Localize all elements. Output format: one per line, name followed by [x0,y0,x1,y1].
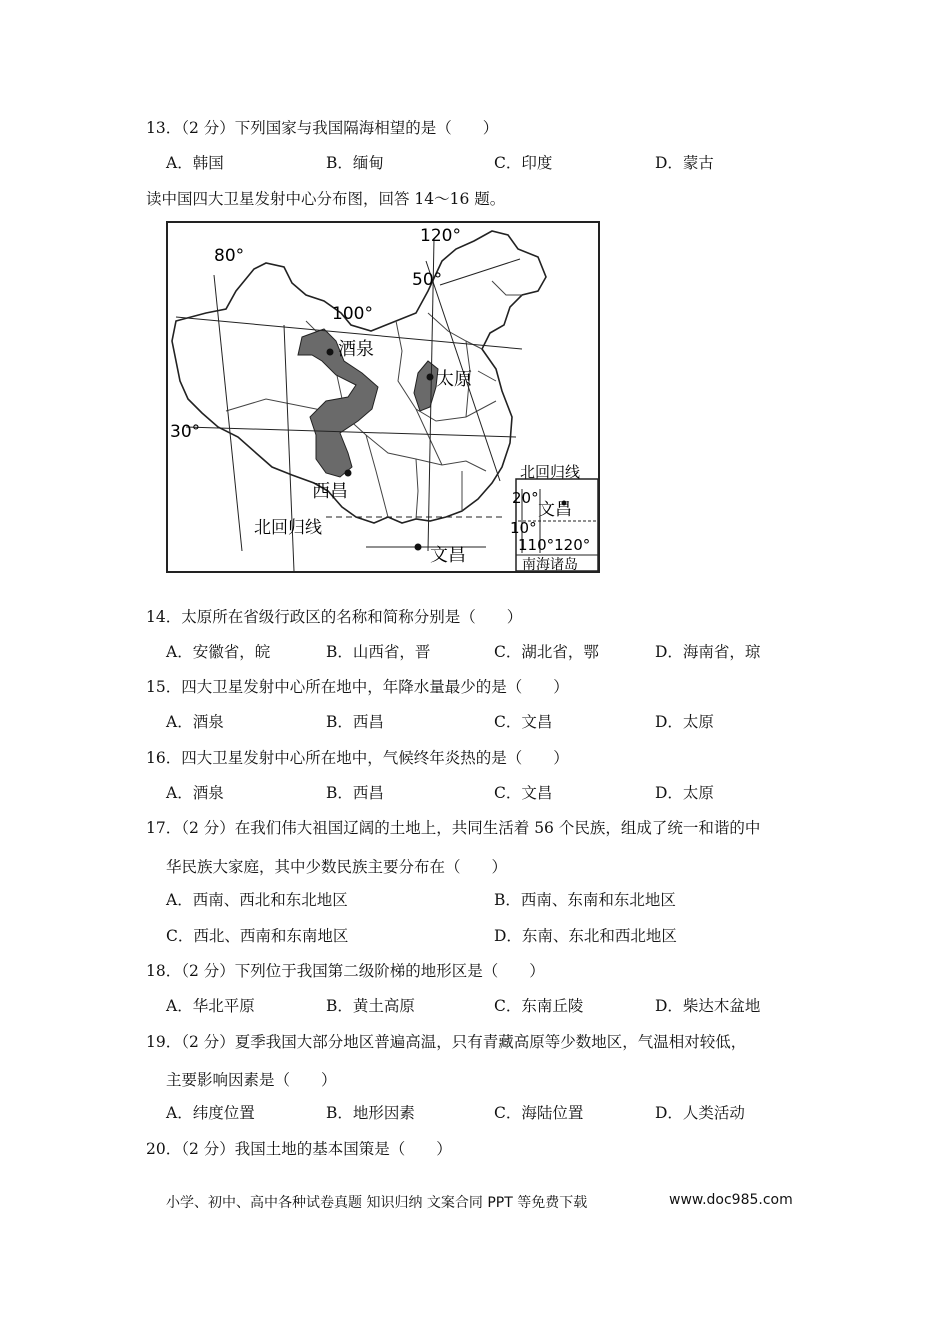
wenchang-inset-label: 文昌 [538,500,572,520]
question-19-option-a: A．纬度位置 [166,1104,255,1122]
question-18-option-c: C．东南丘陵 [494,997,584,1015]
question-13-option-b: B．缅甸 [326,154,384,172]
footer-text: 小学、初中、高中各种试卷真题 知识归纳 文案合同 PPT 等免费下载 [166,1195,588,1211]
lat-20-label: 20° [512,489,539,507]
page-footer [166,1192,793,1212]
lat-10-label: 10° [510,519,537,537]
question-19-stem: 19．（2 分）夏季我国大部分地区普遍高温，只有青藏高原等少数地区，气温相对较低， [146,1033,747,1051]
lon-120-label: 120° [420,226,461,246]
xichang-label: 西昌 [312,481,348,502]
question-16-option-b: B．西昌 [326,784,384,802]
question-15-option-c: C．文昌 [494,713,553,731]
tropic-inset-label: 北回归线 [520,463,581,481]
question-15-option-b: B．西昌 [326,713,384,731]
footer-site-link[interactable]: www.doc985.com [669,1192,793,1208]
question-16-stem: 16．四大卫星发射中心所在地中，气候终年炎热的是（ ） [146,749,569,767]
question-16-option-c: C．文昌 [494,784,553,802]
question-14-stem: 14．太原所在省级行政区的名称和简称分别是（ ） [146,608,523,626]
lat-30-label: 30° [170,422,201,442]
wenchang-label: 文昌 [430,545,466,566]
question-15-stem: 15．四大卫星发射中心所在地中，年降水量最少的是（ ） [146,678,569,696]
question-17-stem: 17．（2 分）在我们伟大祖国辽阔的土地上，共同生活着 56 个民族，组成了统一和谐的中 [146,819,761,837]
question-18-stem: 18．（2 分）下列位于我国第二级阶梯的地形区是（ ） [146,962,545,980]
question-16-option-d: D．太原 [655,784,714,802]
question-17-option-b: B．西南、东南和东北地区 [494,891,676,909]
question-15-option-d: D．太原 [655,713,714,731]
question-14-option-d: D．海南省，琼 [655,643,761,661]
south-sea-islands-label: 南海诸岛 [522,557,578,573]
question-19-option-c: C．海陆位置 [494,1104,584,1122]
question-15-option-a: A．酒泉 [166,713,224,731]
question-14-option-b: B．山西省，晋 [326,643,431,661]
map-intro: 读中国四大卫星发射中心分布图，回答 14～16 题。 [146,190,506,208]
question-17-option-d: D．东南、东北和西北地区 [494,927,677,945]
question-13-option-a: A．韩国 [166,154,224,172]
question-19-option-b: B．地形因素 [326,1104,415,1122]
question-19-option-d: D．人类活动 [655,1104,745,1122]
satellite-launch-center-map [166,221,600,573]
question-17-stem-continued: 华民族大家庭，其中少数民族主要分布在（ ） [166,858,508,876]
question-20-stem: 20．（2 分）我国土地的基本国策是（ ） [146,1140,452,1158]
question-16-option-a: A．酒泉 [166,784,224,802]
question-17-option-a: A．西南、西北和东北地区 [166,891,348,909]
question-19-stem-continued: 主要影响因素是（ ） [166,1071,337,1089]
lon-100-label: 100° [332,304,373,324]
inset-lon-label: 110°120° [518,536,591,554]
lon-80-label: 80° [214,246,245,266]
question-13-option-c: C．印度 [494,154,553,172]
question-14-option-c: C．湖北省，鄂 [494,643,599,661]
tropic-main-label: 北回归线 [254,518,322,538]
jiuquan-label: 酒泉 [338,339,374,360]
question-18-option-b: B．黄土高原 [326,997,415,1015]
question-17-option-c: C．西北、西南和东南地区 [166,927,349,945]
question-14-option-a: A．安徽省，皖 [166,643,271,661]
question-13-option-d: D．蒙古 [655,154,714,172]
question-18-option-d: D．柴达木盆地 [655,997,761,1015]
question-13-stem: 13．（2 分）下列国家与我国隔海相望的是（ ） [146,119,499,137]
question-18-option-a: A．华北平原 [166,997,255,1015]
lat-50-label: 50° [412,270,443,290]
taiyuan-label: 太原 [436,369,472,390]
